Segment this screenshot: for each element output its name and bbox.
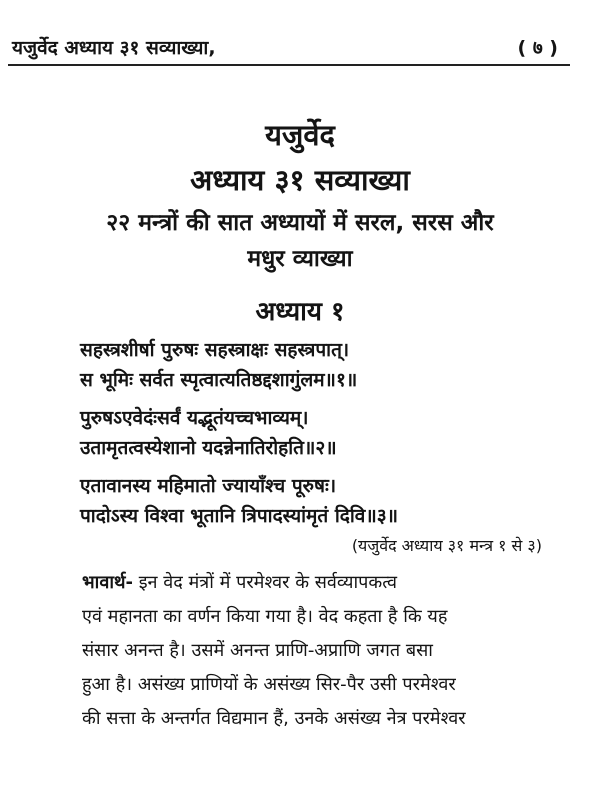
commentary-line bbox=[82, 566, 562, 600]
commentary-line: की सत्ता के अन्तर्गत विद्यमान हैं, उनके असंख्य नेत्र परमेश्वर bbox=[82, 708, 466, 729]
running-title: यजुर्वेद अध्याय ३१ सव्याख्या, bbox=[12, 37, 216, 59]
mantra-reference: (यजुर्वेद अध्याय ३१ मन्त्र १ से ३) bbox=[351, 536, 542, 555]
mantra-2 bbox=[80, 403, 540, 463]
commentary-paragraph bbox=[82, 566, 562, 736]
mantra-line: स भूमिः सर्वत स्पृत्वात्यतिष्ठद्दशागुंलम॥१॥ bbox=[80, 369, 358, 391]
mantra-block bbox=[80, 335, 540, 531]
page-number: ( ७ ) bbox=[517, 37, 558, 59]
book-title: यजुर्वेद bbox=[265, 118, 335, 152]
mantra-1 bbox=[80, 335, 540, 395]
subtitle-line-2: मधुर व्याख्या bbox=[247, 246, 353, 272]
commentary-line: हुआ है। असंख्य प्राणियों के असंख्य सिर-पैर उसी परमेश्वर bbox=[82, 674, 456, 695]
commentary-line: एवं महानता का वर्णन किया गया है। वेद कहता है कि यह bbox=[82, 606, 448, 627]
mantra-line: उतामृतत्वस्येशानो यदन्नेनातिरोहति॥२॥ bbox=[80, 437, 337, 459]
section-heading: अध्याय १ bbox=[255, 297, 345, 327]
page-header bbox=[8, 30, 570, 66]
mantra-line: एतावानस्य महिमातो ज्यायाँश्च पूरुषः। bbox=[80, 475, 337, 497]
chapter-heading: अध्याय ३१ सव्याख्या bbox=[190, 163, 410, 197]
commentary-line: संसार अनन्त है। उसमें अनन्त प्राणि-अप्राणि जगत बसा bbox=[82, 640, 433, 661]
mantra-line: पुरुषऽएवेदंःसर्वं यद्भूतंयच्चभाव्यम्। bbox=[80, 407, 309, 429]
mantra-line: सहस्त्रशीर्षा पुरुषः सहस्त्राक्षः सहस्त्रपात्। bbox=[80, 339, 350, 361]
mantra-line: पादोऽस्य विश्वा भूतानि त्रिपादस्यांमृतं दिवि॥३॥ bbox=[80, 505, 398, 527]
subtitle-line-1: २२ मन्त्रों की सात अध्यायों में सरल, सरस और bbox=[106, 210, 494, 236]
mantra-3 bbox=[80, 471, 540, 531]
commentary-text: इन वेद मंत्रों में परमेश्वर के सर्वव्यापकत्व bbox=[132, 572, 397, 593]
commentary-label: भावार्थ- bbox=[82, 572, 133, 593]
